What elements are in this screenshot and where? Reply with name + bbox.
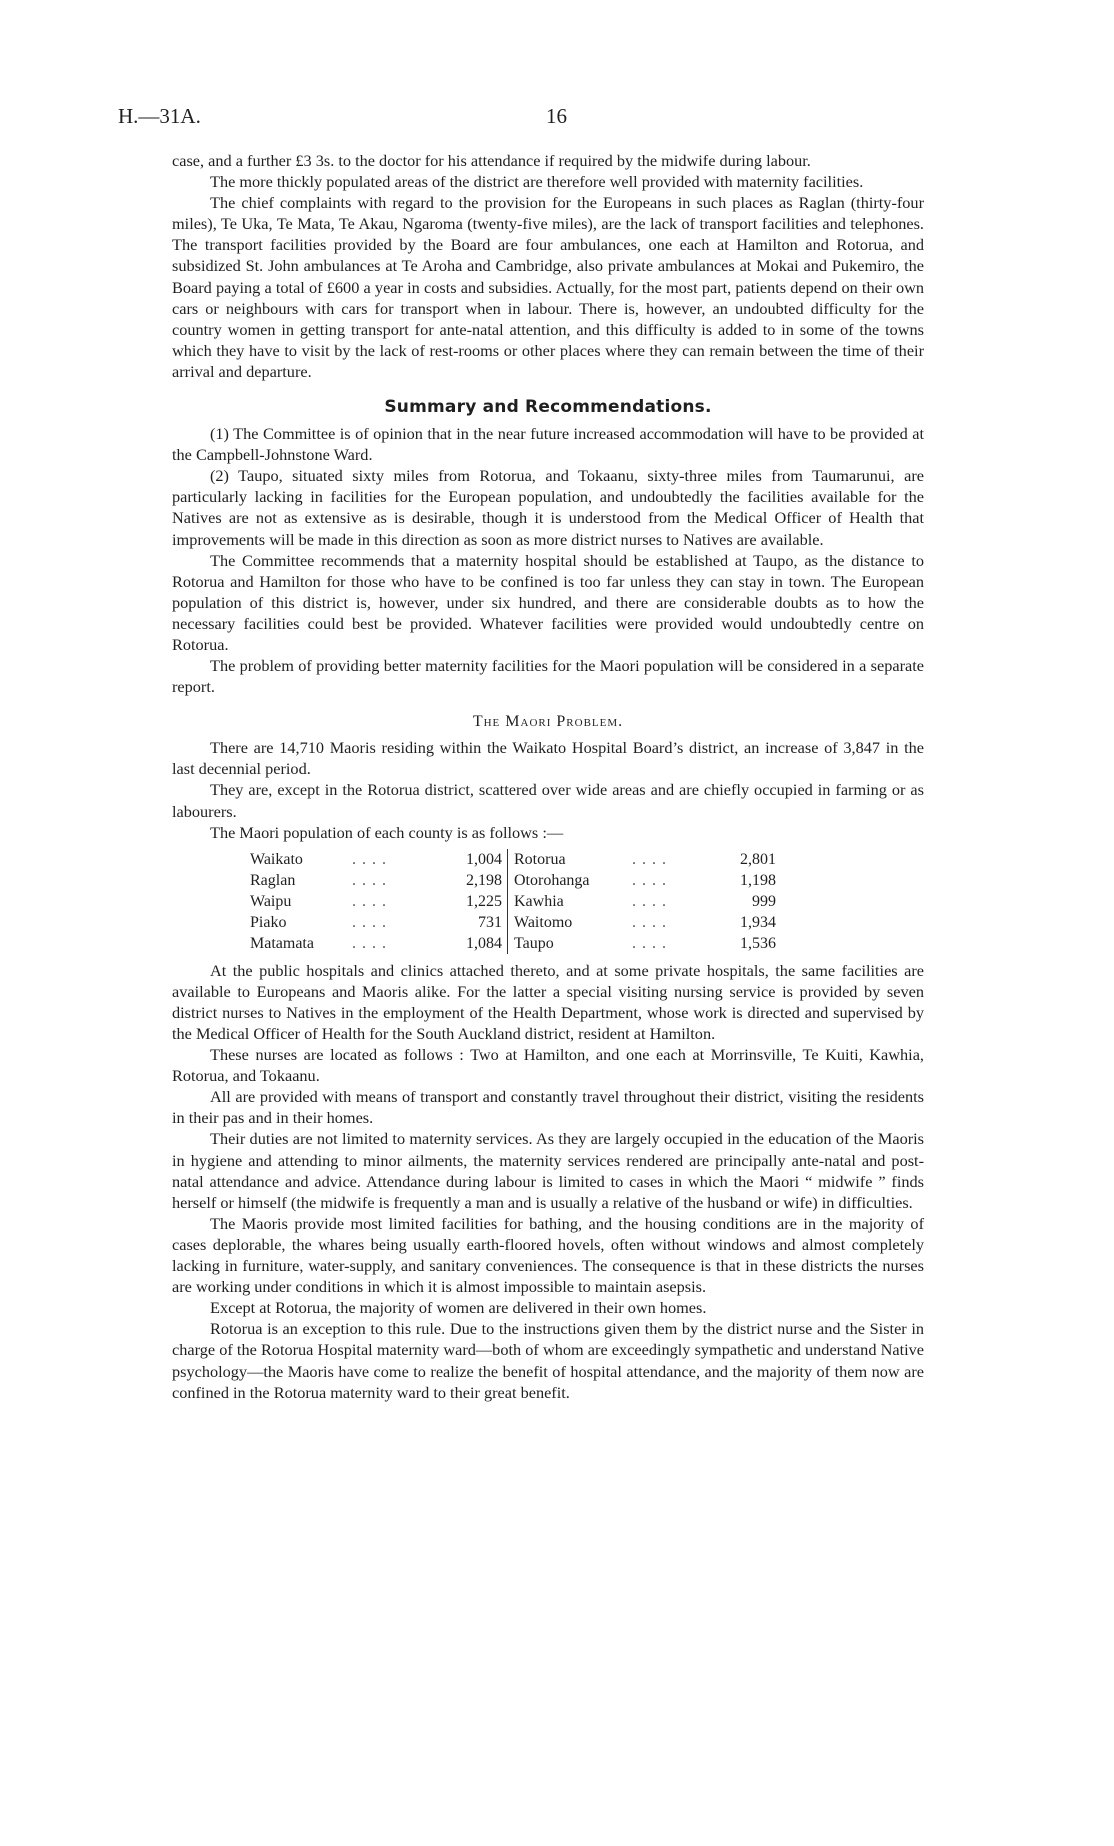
leader-dots: . . . . [632, 934, 667, 952]
document-reference: H.—31A. [118, 104, 201, 128]
leader-dots: . . . . [632, 892, 667, 910]
page-header [118, 104, 926, 134]
county-population: 1,225 [466, 892, 502, 910]
county-population: 1,198 [740, 871, 776, 889]
county-population: 2,198 [466, 871, 502, 889]
county-name: Rotorua [514, 850, 566, 868]
leader-dots: . . . . [352, 871, 387, 889]
paragraph: Except at Rotorua, the majority of women are delivered in their own homes. [210, 1298, 707, 1318]
table-row [250, 870, 776, 891]
paragraph: Rotorua is an exception to this rule. Due to the instructions given them by the district nurse and the Sister in charge of the Rotorua Hospital maternity ward—both of whom are exceedingly sympathetic and understand Native psychology—the Maoris have come to realize the benefit of hospital attendance, and the majority of them now are confined in the Rotorua maternity ward to their great benefit. [172, 1319, 924, 1402]
leader-dots: . . . . [352, 934, 387, 952]
paragraph: The chief complaints with regard to the provision for the Europeans in such places as Raglan (thirty-four miles), Te Uka, Te Mata, Te Akau, Ngaroma (twenty-five miles), are the lack of transport facilities and telephones. The transport facilities provided by the Board are four ambulances, one each at Hamilton and Rotorua, and subsidized St. John ambulances at Te Aroha and Cambridge, also private ambulances at Mokai and Pukemiro, the Board paying a total of £600 a year in costs and subsidies. Actually, for the most part, patients depend on their own cars or neighbours with cars for transport when in labour. There is, however, an undoubted difficulty for the country women in getting transport for ante-natal attention, and this difficulty is added to in some of the towns which they have to visit by the lack of rest-rooms or other places where they can remain between the time of their arrival and departure. [172, 193, 924, 381]
maori-population-table [250, 849, 776, 954]
county-population: 1,084 [466, 934, 502, 952]
county-name: Kawhia [514, 892, 564, 910]
table-row [250, 933, 776, 954]
paragraph: All are provided with means of transport and constantly travel throughout their district, visiting the residents in their pas and in their homes. [172, 1087, 924, 1128]
leader-dots: . . . . [352, 850, 387, 868]
page-number: 16 [546, 104, 567, 128]
paragraph: There are 14,710 Maoris residing within the Waikato Hospital Board’s district, an increase of 3,847 in the last decennial period. [172, 738, 924, 779]
summary-heading: Summary and Recommendations. [384, 397, 712, 418]
leader-dots: . . . . [352, 913, 387, 931]
paragraph: These nurses are located as follows : Two at Hamilton, and one each at Morrinsville, Te Kuiti, Kawhia, Rotorua, and Tokaanu. [172, 1045, 924, 1086]
county-name: Matamata [250, 934, 314, 952]
table-row [250, 891, 776, 912]
paragraph: (1) The Committee is of opinion that in the near future increased accommodation will have to be provided at the Campbell-Johnstone Ward. [172, 424, 924, 465]
paragraph: case, and a further £3 3s. to the doctor for his attendance if required by the midwife during labour. [172, 151, 811, 170]
county-population: 1,934 [740, 913, 776, 931]
county-population: 2,801 [740, 850, 776, 868]
county-name: Taupo [514, 934, 554, 952]
leader-dots: . . . . [632, 850, 667, 868]
county-population: 999 [752, 892, 776, 910]
county-population: 1,004 [466, 850, 502, 868]
county-name: Waitomo [514, 913, 573, 931]
county-name: Raglan [250, 871, 296, 889]
paragraph: The problem of providing better maternity facilities for the Maori population will be considered in a separate report. [172, 656, 924, 697]
table-row [250, 849, 776, 870]
paragraph: They are, except in the Rotorua district, scattered over wide areas and are chiefly occupied in farming or as labourers. [172, 780, 924, 821]
paragraph: The Maori population of each county is as follows :— [210, 822, 564, 842]
county-name: Waikato [250, 850, 303, 868]
leader-dots: . . . . [632, 871, 667, 889]
paragraph: The Committee recommends that a maternity hospital should be established at Taupo, as the distance to Rotorua and Hamilton for those who have to be confined is too far unless they can stay in town. The European population of this district is, however, under six hundred, and there are considerable doubts as to how the necessary facilities could best be provided. Whatever facilities were provided would undoubtedly centre on Rotorua. [172, 550, 924, 654]
paragraph: Their duties are not limited to maternity services. As they are largely occupied in the education of the Maoris in hygiene and attending to minor ailments, the maternity services rendered are principally ante-natal and post-natal attendance and advice. Attendance during labour is limited to cases in which the Maori “ midwife ” finds herself or himself (the midwife is frequently a man and is usually a relative of the husband or wife) in difficulties. [172, 1129, 924, 1212]
county-name: Otorohanga [514, 871, 590, 889]
paragraph: (2) Taupo, situated sixty miles from Rotorua, and Tokaanu, sixty-three miles from Taumarunui, are particularly lacking in facilities for the European population, and undoubtedly the facilities available for the Natives are not as extensive as is desirable, though it is understood from the Medical Officer of Health that improvements will be made in this direction as soon as more district nurses to Natives are available. [172, 466, 924, 549]
county-name: Piako [250, 913, 287, 931]
leader-dots: . . . . [352, 892, 387, 910]
page-body [172, 150, 924, 1403]
paragraph: At the public hospitals and clinics attached thereto, and at some private hospitals, the same facilities are available to Europeans and Maoris alike. For the latter a special visiting nursing service is provided by seven district nurses to Natives in the employment of the Health Department, whose work is directed and supervised by the Medical Officer of Health for the South Auckland district, resident at Hamilton. [172, 960, 924, 1043]
maori-problem-heading: The Maori Problem. [472, 713, 624, 731]
table-row [250, 912, 776, 933]
county-population: 1,536 [740, 934, 776, 952]
paragraph: The Maoris provide most limited facilities for bathing, and the housing conditions are in the majority of cases deplorable, the whares being usually earth-floored hovels, often without windows and almost completely lacking in furniture, water-supply, and sanitary conveniences. The consequence is that in these districts the nurses are working under conditions in which it is almost impossible to maintain asepsis. [172, 1213, 924, 1297]
leader-dots: . . . . [632, 913, 667, 931]
county-population: 731 [478, 913, 502, 931]
paragraph: The more thickly populated areas of the district are therefore well provided with maternity facilities. [210, 172, 864, 192]
county-name: Waipu [250, 892, 292, 910]
